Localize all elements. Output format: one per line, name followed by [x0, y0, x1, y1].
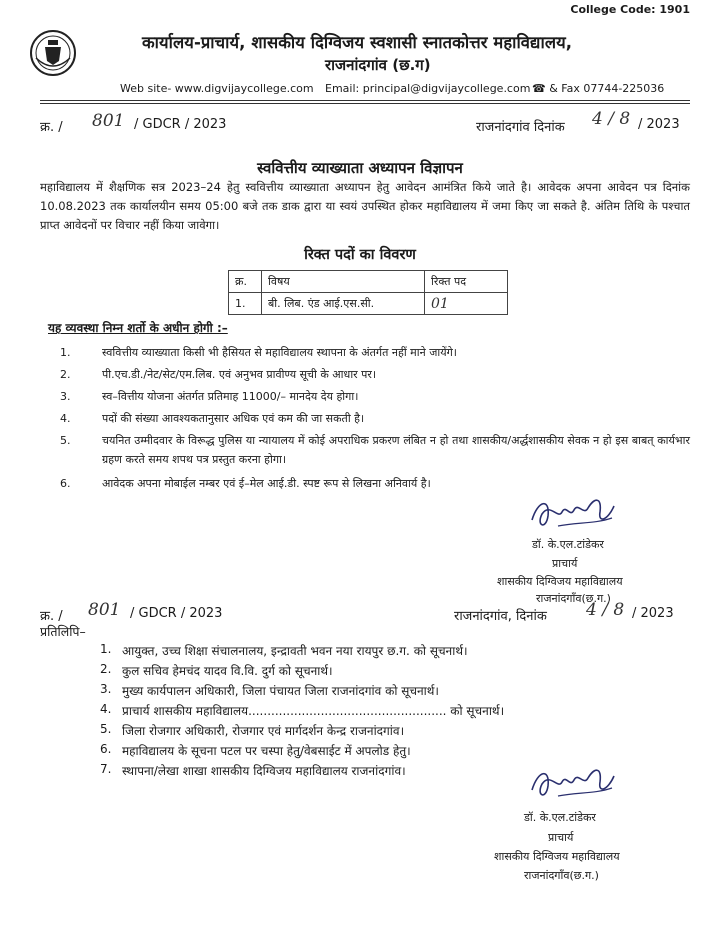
list-number: 1.	[60, 346, 71, 359]
list-number: 3.	[60, 390, 71, 403]
list-text: मुख्य कार्यपालन अधिकारी, जिला पंचायत जिला राजनांदगांव को सूचनार्थ।	[122, 684, 439, 698]
table-header-row	[229, 271, 508, 293]
header-rule-double	[40, 103, 690, 104]
vacancy-table	[228, 270, 508, 315]
copy-heading: प्रतिलिपि–	[40, 624, 86, 639]
vacancy-table-title: रिक्त पदों का विवरण	[304, 247, 416, 263]
ref-suffix: / GDCR / 2023	[134, 117, 227, 132]
date-label: राजनांदगांव दिनांक	[476, 120, 565, 135]
ref-prefix: क्र. /	[40, 120, 63, 135]
conditions-heading: यह व्यवस्था निम्न शर्तो के अधीन होगी :–	[48, 321, 228, 335]
list-text: स्थापना/लेखा शाखा शासकीय दिग्विजय महाविद्यालय राजनांदगांव।	[122, 764, 406, 778]
signatory-college: शासकीय दिग्विजय महाविद्यालय	[494, 850, 620, 863]
list-number: 2.	[60, 368, 71, 381]
signatory-city: राजनांदगाँव(छ.ग.)	[536, 592, 611, 605]
signature-scribble	[528, 760, 618, 808]
copy-ref-prefix: क्र. /	[40, 609, 63, 624]
list-number: 4.	[100, 702, 112, 716]
list-text: चयनित उम्मीदवार के विरूद्ध पुलिस या न्यायालय में कोई अपराधिक प्रकरण लंबित न हो तथा शासकीय/अर्द्धशासकीय सेवक न हो इस बाबत् कार्यभार ग्रहण करते समय शपथ पत्र प्रस्तुत करना होगा।	[102, 434, 690, 466]
copy-date-year: / 2023	[632, 606, 674, 621]
signature-scribble	[528, 490, 618, 538]
table-cell: 01	[425, 293, 508, 315]
website-link[interactable]: Web site- www.digvijaycollege.com	[120, 82, 314, 95]
signatory-city: राजनांदगाँव(छ.ग.)	[524, 869, 599, 882]
signatory-designation: प्राचार्य	[552, 557, 578, 570]
signatory-name: डॉ. के.एल.टांडेकर	[524, 811, 596, 824]
college-city: राजनांदगांव (छ.ग)	[325, 56, 431, 74]
college-title: कार्यालय-प्राचार्य, शासकीय दिग्विजय स्वशासी स्नातकोत्तर महाविद्यालय,	[142, 33, 573, 52]
list-text: प्राचार्य शासकीय महाविद्यालय.................................................... को सूचनार्थ।	[122, 704, 505, 718]
ref-number-handwritten: 801	[92, 111, 125, 131]
notice-paragraph: महाविद्यालय में शैक्षणिक सत्र 2023–24 हेतु स्ववित्तीय व्याख्याता अध्यापन हेतु आवेदन आमंत्रित किये जाते है। आवेदक अपना आवेदन पत्र दिनांक 10.08.2023 तक कार्यालयीन समय 05:00 बजे तक डाक द्वारा या स्वयं उपस्थित होकर महाविद्यालय में जमा किए जा सकते है. अंतिम तिथि के पश्चात प्राप्त आवेदनों पर विचार नहीं किया जावेगा।	[40, 180, 690, 232]
notice-title: स्ववित्तीय व्याख्याता अध्यापन विज्ञापन	[257, 159, 463, 177]
list-text: महाविद्यालय के सूचना पटल पर चस्पा हेतु/वेबसाईट में अपलोड हेतु।	[122, 744, 411, 758]
list-number: 6.	[60, 477, 71, 490]
list-text: स्व–वित्तीय योजना अंतर्गत प्रतिमाह 11000/– मानदेय देय होगा।	[102, 390, 359, 403]
signatory-designation: प्राचार्य	[548, 831, 574, 844]
college-emblem-icon	[28, 28, 78, 78]
table-header-cell: क्र.	[229, 271, 262, 293]
copy-ref-number-handwritten: 801	[88, 600, 121, 620]
list-number: 3.	[100, 682, 112, 696]
copy-date-handwritten: 4 / 8	[586, 600, 625, 620]
list-number: 4.	[60, 412, 71, 425]
list-text: पी.एच.डी./नेट/सेट/एम.लिब. एवं अनुभव प्रावीण्य सूची के आधार पर।	[102, 368, 377, 381]
table-header-cell: विषय	[262, 271, 425, 293]
list-text: कुल सचिव हेमचंद यादव वि.वि. दुर्ग को सूचनार्थ।	[122, 664, 333, 678]
list-number: 2.	[100, 662, 112, 676]
list-number: 5.	[100, 722, 112, 736]
list-text: पदों की संख्या आवश्यकतानुसार अधिक एवं कम की जा सकती है।	[102, 412, 365, 425]
list-text: आवेदक अपना मोबाईल नम्बर एवं ई–मेल आई.डी. स्पष्ट रूप से लिखना अनिवार्य है।	[102, 477, 431, 490]
date-handwritten: 4 / 8	[592, 109, 631, 129]
list-text: स्ववित्तीय व्याख्याता किसी भी हैसियत से महाविद्यालय स्थापना के अंतर्गत नहीं माने जायेंगे।	[102, 346, 457, 359]
table-cell: बी. लिब. एंड आई.एस.सी.	[262, 293, 425, 315]
list-number: 1.	[100, 642, 112, 656]
list-number: 6.	[100, 742, 112, 756]
table-row	[229, 293, 508, 315]
table-cell: 1.	[229, 293, 262, 315]
signatory-college: शासकीय दिग्विजय महाविद्यालय	[497, 575, 623, 588]
list-number: 5.	[60, 434, 71, 447]
list-text: जिला रोजगार अधिकारी, रोजगार एवं मार्गदर्शन केन्द्र राजनांदगांव।	[122, 724, 405, 738]
copy-date-label: राजनांदगांव, दिनांक	[454, 609, 547, 624]
signatory-name: डॉ. के.एल.टांडेकर	[532, 538, 604, 551]
date-year: / 2023	[638, 117, 680, 132]
list-text: आयुक्त, उच्च शिक्षा संचालनालय, इन्द्रावती भवन नया रायपुर छ.ग. को सूचनार्थ।	[122, 644, 468, 658]
college-code: College Code: 1901	[570, 3, 690, 16]
header-rule	[40, 100, 690, 101]
list-number: 7.	[100, 762, 112, 776]
phone-fax: ☎ & Fax 07744-225036	[532, 82, 665, 95]
copy-ref-suffix: / GDCR / 2023	[130, 606, 223, 621]
email-link[interactable]: Email: principal@digvijaycollege.com	[325, 82, 531, 95]
table-header-cell: रिक्त पद	[425, 271, 508, 293]
